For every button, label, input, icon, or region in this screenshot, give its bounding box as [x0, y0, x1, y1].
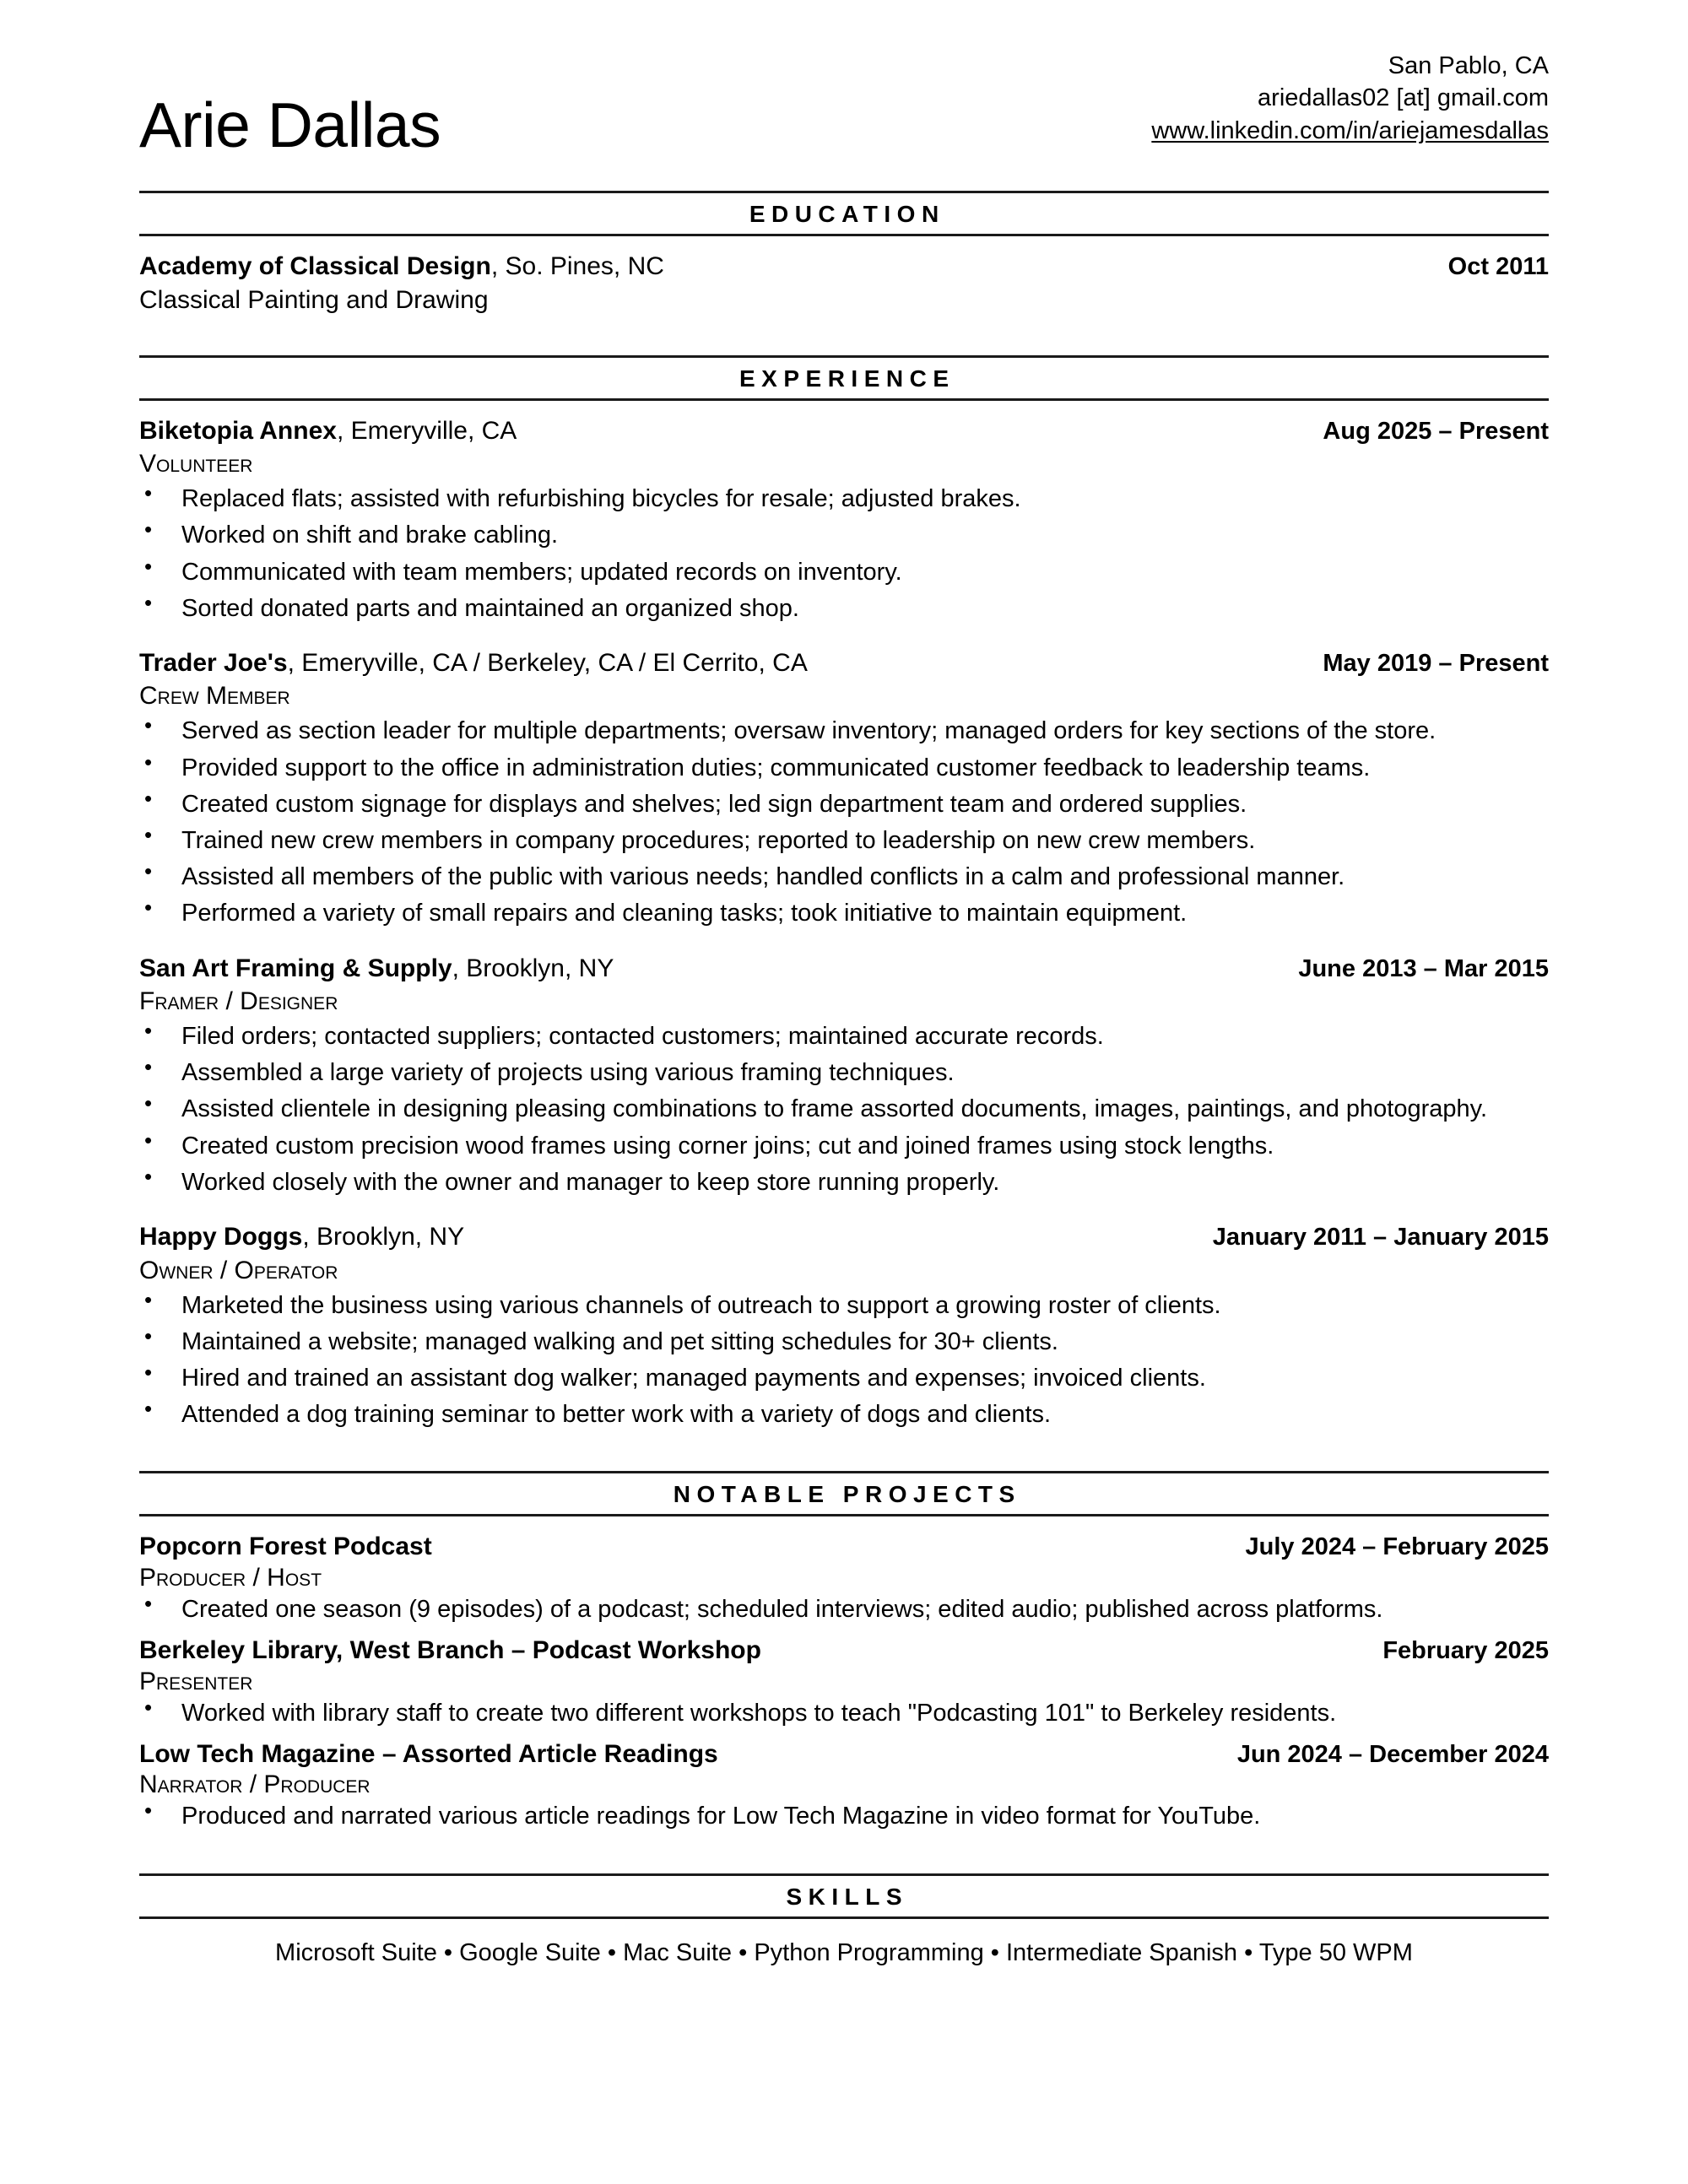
section-title: EDUCATION: [749, 201, 945, 227]
resume-header: [139, 0, 1549, 160]
skill-item: Mac Suite: [623, 1938, 733, 1966]
list-item: • Trained new crew members in company procedures; reported to leadership on new crew members.: [139, 824, 1549, 858]
responsibility-list: [139, 1592, 1549, 1627]
contact-linkedin-link[interactable]: www.linkedin.com/in/ariejamesdallas: [1151, 116, 1549, 144]
organization-bold: Happy Doggs: [139, 1222, 303, 1251]
job-title: Presenter: [139, 1667, 253, 1695]
education-program: Classical Painting and Drawing: [139, 285, 489, 314]
experience-entry: [139, 648, 1549, 932]
organization-name: [139, 1532, 432, 1563]
responsibility-list: [139, 1019, 1549, 1200]
list-item: • Marketed the business using various channels of outreach to support a growing roster of clients.: [139, 1289, 1549, 1323]
entry-dates: July 2024 – February 2025: [1245, 1533, 1549, 1561]
entry-dates: May 2019 – Present: [1323, 649, 1549, 677]
list-item: • Produced and narrated various article readings for Low Tech Magazine in video format for YouTube.: [139, 1799, 1549, 1834]
entry-header-row: [139, 1739, 1549, 1770]
section-title: EXPERIENCE: [739, 365, 955, 392]
list-item: • Worked on shift and brake cabling.: [139, 518, 1549, 553]
organization-bold: Popcorn Forest Podcast: [139, 1533, 432, 1561]
entry-dates: Jun 2024 – December 2024: [1236, 1740, 1549, 1768]
job-title: Owner / Operator: [139, 1256, 338, 1284]
list-item: • Assisted all members of the public with various needs; handled conflicts in a calm and professional manner.: [139, 860, 1549, 895]
organization-name: [139, 1739, 718, 1770]
skill-separator: •: [983, 1938, 1006, 1966]
section-title: SKILLS: [786, 1883, 909, 1910]
responsibility-list: [139, 482, 1549, 626]
contact-email: ariedallas02 [at] gmail.com: [1258, 84, 1549, 112]
experience-entry: [139, 1739, 1549, 1835]
responsibility-list: [139, 1799, 1549, 1834]
organization-name: [139, 1222, 464, 1253]
list-item: • Performed a variety of small repairs and cleaning tasks; took initiative to maintain equipment.: [139, 896, 1549, 931]
list-item: • Replaced flats; assisted with refurbishing bicycles for resale; adjusted brakes.: [139, 482, 1549, 516]
skill-item: Type 50 WPM: [1258, 1938, 1413, 1966]
list-item: • Provided support to the office in administration duties; communicated customer feedback to leadership teams.: [139, 751, 1549, 786]
list-item: • Filed orders; contacted suppliers; contacted customers; maintained accurate records.: [139, 1019, 1549, 1054]
responsibility-list: [139, 1289, 1549, 1433]
organization-bold: Biketopia Annex: [139, 416, 337, 445]
section-header-skills: [139, 1873, 1549, 1919]
list-item: • Served as section leader for multiple departments; oversaw inventory; managed orders for key sections of the store.: [139, 714, 1549, 749]
entry-header-row: [139, 1635, 1549, 1667]
list-item: • Created custom precision wood frames using corner joins; cut and joined frames using stock lengths.: [139, 1129, 1549, 1164]
entry-header-row: [139, 416, 1549, 447]
skill-separator: •: [436, 1938, 460, 1966]
organization-bold: Low Tech Magazine – Assorted Article Readings: [139, 1739, 718, 1768]
list-item: • Attended a dog training seminar to better work with a variety of dogs and clients.: [139, 1397, 1549, 1432]
job-title: Producer / Host: [139, 1563, 322, 1592]
job-title: Crew Member: [139, 682, 290, 711]
experience-entry: [139, 954, 1549, 1200]
organization-bold: San Art Framing & Supply: [139, 954, 452, 982]
skill-separator: •: [732, 1938, 755, 1966]
job-title: Volunteer: [139, 450, 253, 478]
section-body-notable-projects: [139, 1516, 1549, 1834]
organization-name: [139, 416, 517, 447]
contact-location: San Pablo, CA: [1388, 52, 1549, 80]
section-body-experience: [139, 401, 1549, 1433]
entry-dates: Oct 2011: [1447, 253, 1549, 280]
list-item: • Created one season (9 episodes) of a podcast; scheduled interviews; edited audio; published across platforms.: [139, 1592, 1549, 1627]
organization-bold: Trader Joe's: [139, 648, 288, 677]
contact-block: [1151, 50, 1549, 152]
experience-entry: [139, 416, 1549, 626]
list-item: • Maintained a website; managed walking and pet sitting schedules for 30+ clients.: [139, 1325, 1549, 1360]
section-title: NOTABLE PROJECTS: [673, 1481, 1021, 1508]
list-item: • Sorted donated parts and maintained an organized shop.: [139, 592, 1549, 626]
list-item: • Worked closely with the owner and manager to keep store running properly.: [139, 1165, 1549, 1200]
organization-name: [139, 251, 664, 283]
skill-item: Google Suite: [459, 1938, 601, 1966]
job-title: Narrator / Producer: [139, 1770, 371, 1799]
organization-name: [139, 954, 614, 985]
experience-entry: [139, 1532, 1549, 1627]
entry-dates: June 2013 – Mar 2015: [1298, 954, 1549, 982]
entry-header-row: [139, 1532, 1549, 1563]
section-header-notable-projects: [139, 1471, 1549, 1516]
list-item: • Communicated with team members; updated records on inventory.: [139, 555, 1549, 590]
list-item: • Created custom signage for displays and shelves; led sign department team and ordered supplies.: [139, 787, 1549, 822]
organization-name: [139, 648, 808, 679]
list-item: • Hired and trained an assistant dog walker; managed payments and expenses; invoiced clients.: [139, 1361, 1549, 1396]
organization-location: , Emeryville, CA / Berkeley, CA / El Cerrito, CA: [287, 648, 808, 677]
skill-item: Python Programming: [754, 1938, 984, 1966]
organization-bold: Academy of Classical Design: [139, 252, 491, 280]
skill-separator: •: [1237, 1938, 1259, 1966]
section-body-education: [139, 236, 1549, 316]
list-item: • Assisted clientele in designing pleasing combinations to frame assorted documents, images, paintings, and photography.: [139, 1092, 1549, 1127]
entry-header-row: [139, 648, 1549, 679]
skill-item: Microsoft Suite: [275, 1938, 437, 1966]
list-item: • Assembled a large variety of projects using various framing techniques.: [139, 1056, 1549, 1090]
organization-location: , Brooklyn, NY: [302, 1222, 465, 1251]
organization-location: , So. Pines, NC: [490, 252, 664, 280]
skill-separator: •: [600, 1938, 624, 1966]
entry-dates: February 2025: [1382, 1637, 1549, 1664]
organization-location: , Emeryville, CA: [336, 416, 517, 445]
entry-header-row: [139, 251, 1549, 283]
entry-header-row: [139, 954, 1549, 985]
education-entry: [139, 251, 1549, 316]
experience-entry: [139, 1222, 1549, 1432]
responsibility-list: [139, 714, 1549, 931]
job-title: Framer / Designer: [139, 987, 338, 1016]
page-title: Arie Dallas: [139, 89, 441, 160]
skills-list: [139, 1919, 1549, 1970]
section-header-experience: [139, 355, 1549, 401]
responsibility-list: [139, 1696, 1549, 1731]
section-header-education: [139, 191, 1549, 236]
entry-dates: January 2011 – January 2015: [1212, 1223, 1549, 1251]
organization-location: , Brooklyn, NY: [452, 954, 614, 982]
organization-name: [139, 1635, 761, 1667]
entry-dates: Aug 2025 – Present: [1323, 417, 1549, 445]
list-item: • Worked with library staff to create two different workshops to teach "Podcasting 101" to Berkeley residents.: [139, 1696, 1549, 1731]
skill-item: Intermediate Spanish: [1006, 1938, 1238, 1966]
organization-bold: Berkeley Library, West Branch – Podcast Workshop: [139, 1636, 761, 1664]
experience-entry: [139, 1635, 1549, 1731]
entry-header-row: [139, 1222, 1549, 1253]
